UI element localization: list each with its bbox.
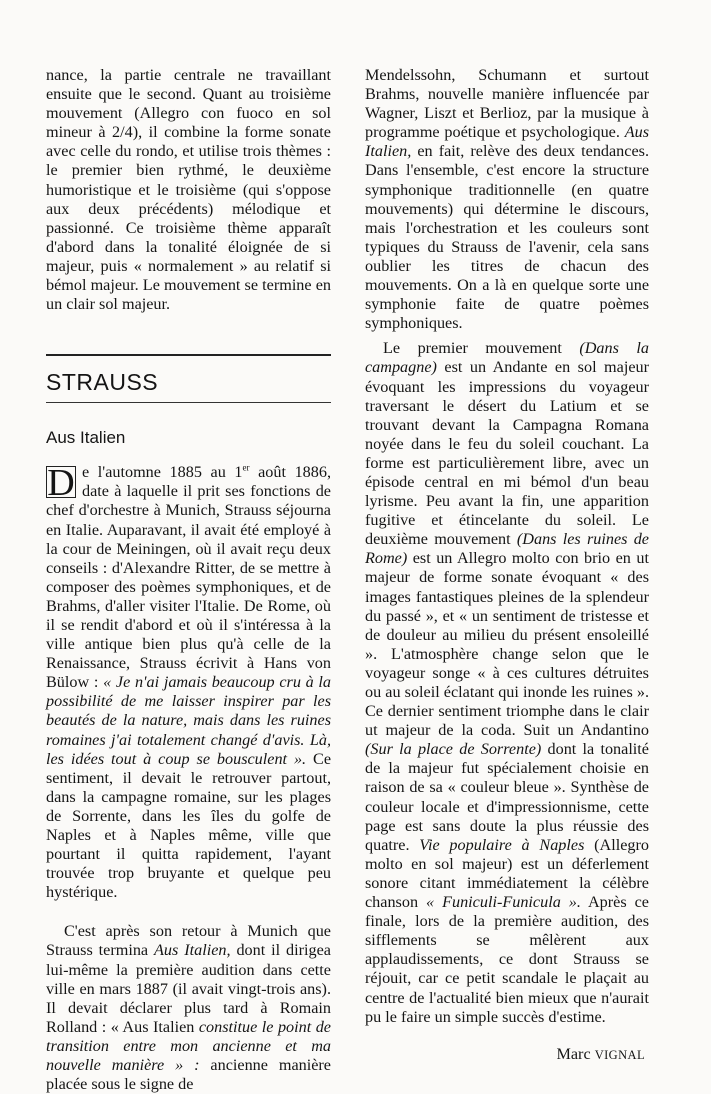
p2-e: (Allegro molto en sol majeur) est un déferlement sonore citant immédiatement la célèbre chanson [365, 835, 650, 912]
cont-em: Aus Italien, [365, 123, 649, 161]
signature-last: VIGNAL [594, 1047, 645, 1062]
left-column [46, 66, 331, 1094]
section-title-rule [46, 402, 331, 403]
p2-em4: Vie populaire à Naples [419, 835, 585, 854]
cont-text: Mendelssohn, Schumann et surtout Brahms, nouvelle manière influencée par Wagner, Liszt et Berlioz, par la musique à programme poétique et psychologique. [365, 66, 649, 142]
paragraph-2 [46, 922, 331, 1094]
para1-sup: er [242, 462, 250, 473]
p2-f: Après ce finale, lors de la première audition, des sifflements se mêlèrent aux applaudissements, ce dont Strauss se réjouit, car ce petit scandale le plaçait au centre de l'actualité bien mieux que n'aurait pu le faire un simple succès d'estime. [365, 893, 649, 1026]
para2-text-a: C'est après son retour à Munich que Strauss termina [46, 922, 331, 960]
para2-text-c: ancienne manière placée sous le signe de [46, 1056, 331, 1094]
section-title: STRAUSS [46, 369, 159, 396]
p2-c: est un Allegro molto con brio en ut majeur de forme sonate évoquant « des images fantastiques pleines de la splendeur du passé », et « un sentiment de tristesse et de douleur au milieu du présent ensoleillé ». L'atmosphère change selon que le voyageur songe « à ces cultures détruites ou au soleil éclatant qui inonde les ruines ». Ce dernier sentiment triomphe dans le clair ut majeur de la coda. Suit un Andantino [365, 549, 649, 740]
para2-quote: constitue le point de transition entre mon ancienne et ma nouvelle manière » : [46, 1017, 331, 1075]
work-title: Aus Italien [46, 428, 126, 448]
cont-text-b: en fait, relève des deux tendances. Dans l'ensemble, c'est encore la structure symphonique traditionnelle (en quatre mouvements) qui détermine le discours, mais l'orchestration et les couleurs sont typiques du Strauss de l'avenir, cela sans oublier les titres de chacun des mouvements. On a là en quelque sorte une symphonie faite de quatre poèmes symphoniques. [365, 142, 649, 333]
drop-cap: D [47, 462, 75, 505]
p2-b: est un Andante en sol majeur évoquant les impressions du voyageur traversant le désert du Latium et se trouvant devant la Campagna Romana noyée dans le feu du soleil couchant. La forme est particulièrement libre, avec un épisode central en mi bémol d'un beau lyrisme. Peu avant la fin, une apparition fugitive et étincelante du soleil. Le deuxième mouvement [365, 358, 649, 549]
signature-first: Marc [556, 1044, 595, 1063]
p2-a: Le premier mouvement [383, 339, 580, 358]
paragraph-1 [46, 463, 331, 902]
continued-paragraph [365, 66, 649, 333]
intro-paragraph: nance, la partie centrale ne travaillant ensuite que le second. Quant au troisième mouvement (Allegro con fuoco en sol mineur à 2/4), il combine la forme sonate avec celle du rondo, et utilise trois thèmes : le premier bien rythmé, le deuxième humoristique et le troisième (qui s'oppose aux deux précédents) mélodique et passionné. Ce troisième thème apparaît d'abord dans la tonalité éloignée de si majeur, puis « normalement » au relatif si bémol majeur. Le mouvement se termine en un clair sol majeur. [46, 66, 331, 314]
para2-text-b: dont il dirigea lui-même la première audition dans cette ville en mars 1887 (il avait vingt-trois ans). Il devait déclarer plus tard à Romain Rolland : « Aus Italien [46, 941, 331, 1036]
p2-d: dont la tonalité de la majeur fut spécialement choisie en raison de sa « couleur bleue ». Synthèse de couleur locale et d'impressionnisme, cette page est sans doute la plus réussie des quatre. [365, 740, 649, 854]
right-column [365, 66, 649, 1065]
para1-quote: « Je n'ai jamais beaucoup cru à la possibilité de me laisser inspirer par les beautés de la nature, mais dans les ruines romaines j'ai totalement changé d'avis. Là, les idées tout à coup se bousculent ». [46, 673, 332, 768]
p2-em2: (Dans les ruines de Rome) [365, 530, 649, 568]
signature [365, 1045, 649, 1065]
para2-em-title: Aus Italien, [154, 941, 231, 960]
p2-em5: « Funiculi-Funicula ». [426, 893, 581, 912]
section-top-rule [46, 354, 331, 356]
p2-em3: (Sur la place de Sorrente) [365, 740, 542, 759]
p2-em1: (Dans la campagne) [365, 339, 649, 377]
para1-text-a: e l'automne 1885 au 1 [82, 463, 243, 482]
para1-text-b: août 1886, date à laquelle il prit ses fonctions de chef d'orchestre à Munich, Strauss séjourna en Italie. Auparavant, il avait été employé à la cour de Meiningen, où il avait reçu deux conseils : d'Alexandre Ritter, de se mettre à composer des poèmes symphoniques, et de Brahms, d'aller visiter l'Italie. De Rome, où il se rendit d'abord et où il s'intéressa à la ville antique bien plus qu'à celle de la Renaissance, Strauss écrivit à Hans von Bülow : [46, 463, 331, 692]
movements-paragraph [365, 339, 649, 1026]
para1-text-c: Ce sentiment, il devait le retrouver partout, dans la campagne romaine, sur les plages de Sorrente, dans les îles du golfe de Naples et à Naples même, ville que pourtant il quitta rapidement, l'ayant trouvée trop bruyante et quelque peu hystérique. [46, 749, 331, 902]
